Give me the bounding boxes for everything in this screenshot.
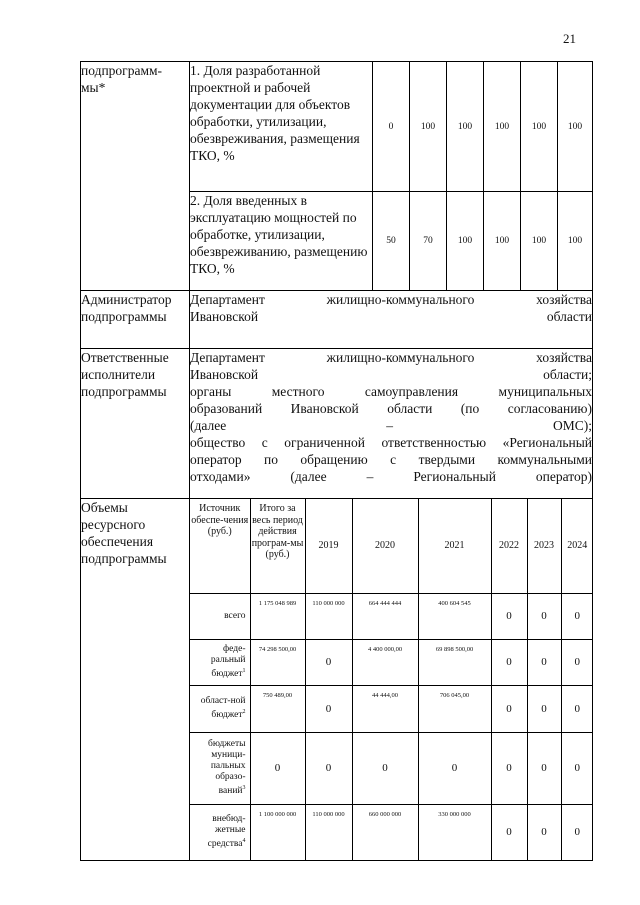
executors-line: Департамент жилищно-коммунального хозяйства xyxy=(190,350,592,365)
administrator-line: Департамент жилищно-коммунального хозяйства xyxy=(190,292,592,307)
executors-line: Ивановской области; xyxy=(190,367,592,382)
amount-year: 0 xyxy=(527,732,561,804)
amount-year: 0 xyxy=(305,685,352,732)
executors-line: образований Ивановской области (по согласованию) xyxy=(190,401,592,416)
executors-line: отходами» (далее – Региональный оператор) xyxy=(190,469,592,484)
amount-year: 0 xyxy=(491,804,527,860)
amount-year: 4 400 000,00 xyxy=(352,639,418,685)
indicator-value: 100 xyxy=(410,62,447,192)
indicator-value: 100 xyxy=(447,62,484,192)
indicator-value: 70 xyxy=(410,192,447,291)
funding-row-extrabudget xyxy=(190,804,593,860)
funding-row-municipal xyxy=(190,732,593,804)
header-year: 2023 xyxy=(527,499,561,593)
administrator-row xyxy=(81,291,593,349)
amount-year: 664 444 444 xyxy=(352,593,418,639)
funding-row-regional xyxy=(190,685,593,732)
amount-year: 0 xyxy=(561,804,593,860)
amount-year: 0 xyxy=(305,732,352,804)
amount-year: 0 xyxy=(491,732,527,804)
executors-line: (далее – ОМС); xyxy=(190,418,592,433)
amount-year: 44 444,00 xyxy=(352,685,418,732)
source-name xyxy=(190,593,250,639)
header-year: 2020 xyxy=(352,499,418,593)
amount-year: 0 xyxy=(352,732,418,804)
amount-year: 0 xyxy=(527,593,561,639)
source-name xyxy=(190,804,250,860)
amount-year: 0 xyxy=(561,732,593,804)
amount-year: 400 604 545 xyxy=(418,593,491,639)
header-year: 2024 xyxy=(561,499,593,593)
indicator-name: 2. Доля введенных в эксплуатацию мощностей по обработке, утилизации, обезвреживанию, размещению ТКО, % xyxy=(190,192,373,291)
source-name-text: внебюд-жетные средства xyxy=(207,814,246,850)
executors-value xyxy=(190,349,593,499)
amount-year: 0 xyxy=(305,639,352,685)
source-name-text: бюджеты муници-пальных образо-ваний xyxy=(208,738,246,797)
header-year: 2021 xyxy=(418,499,491,593)
executors-label: Ответственные исполнители подпрограммы xyxy=(81,349,190,499)
indicator-value: 100 xyxy=(447,192,484,291)
footnote-mark: 4 xyxy=(242,838,246,845)
amount-year: 0 xyxy=(418,732,491,804)
amount-year: 0 xyxy=(561,593,593,639)
amount-year: 706 045,00 xyxy=(418,685,491,732)
amount-total: 1 175 048 989 xyxy=(250,593,305,639)
footnote-mark: 3 xyxy=(242,784,246,791)
page-number: 21 xyxy=(563,31,576,46)
amount-year: 110 000 000 xyxy=(305,593,352,639)
amount-year: 0 xyxy=(527,685,561,732)
amount-year: 110 000 000 xyxy=(305,804,352,860)
amount-year: 330 000 000 xyxy=(418,804,491,860)
funding-label: Объемы ресурсного обеспечения подпрограммы xyxy=(81,499,190,861)
header-year: 2019 xyxy=(305,499,352,593)
indicator-name: 1. Доля разработанной проектной и рабочей документации для объектов обработки, утилизации, обезвреживания, размещения ТКО, % xyxy=(190,62,373,192)
executors-row xyxy=(81,349,593,499)
administrator-label: Администратор подпрограммы xyxy=(81,291,190,349)
funding-table xyxy=(190,499,593,860)
source-name-text: феде-ральный бюджет xyxy=(210,643,246,680)
amount-year: 69 898 500,00 xyxy=(418,639,491,685)
passport-table xyxy=(80,61,593,861)
funding-row-total xyxy=(190,593,593,639)
source-name xyxy=(190,685,250,732)
indicator-value: 100 xyxy=(521,192,558,291)
amount-year: 0 xyxy=(491,639,527,685)
indicator-value: 100 xyxy=(558,62,593,192)
administrator-line: Ивановской области xyxy=(190,309,592,324)
executors-line: общество с ограниченной ответственностью «Региональный xyxy=(190,435,592,450)
executors-line: оператор по обращению с твердыми коммунальными xyxy=(190,452,592,467)
header-source: Источник обеспе-чения (руб.) xyxy=(190,499,250,593)
funding-row-federal xyxy=(190,639,593,685)
amount-total: 750 489,00 xyxy=(250,685,305,732)
amount-year: 0 xyxy=(527,804,561,860)
indicator-value: 50 xyxy=(373,192,410,291)
funding-cell xyxy=(190,499,593,861)
footnote-mark: 1 xyxy=(242,667,246,674)
indicator-value: 0 xyxy=(373,62,410,192)
indicator-value: 100 xyxy=(484,192,521,291)
indicators-label: подпрограмм- мы* xyxy=(81,62,190,291)
amount-year: 0 xyxy=(561,639,593,685)
administrator-value xyxy=(190,291,593,349)
indicator-value: 100 xyxy=(521,62,558,192)
source-name xyxy=(190,732,250,804)
amount-year: 0 xyxy=(491,685,527,732)
header-year: 2022 xyxy=(491,499,527,593)
indicator-value: 100 xyxy=(484,62,521,192)
amount-total: 1 100 000 000 xyxy=(250,804,305,860)
source-name-text: всего xyxy=(224,610,246,621)
amount-total: 0 xyxy=(250,732,305,804)
amount-year: 660 000 000 xyxy=(352,804,418,860)
amount-year: 0 xyxy=(561,685,593,732)
header-total: Итого за весь период действия програм-мы (руб.) xyxy=(250,499,305,593)
amount-year: 0 xyxy=(491,593,527,639)
executors-line: органы местного самоуправления муниципальных xyxy=(190,384,592,399)
indicator-value: 100 xyxy=(558,192,593,291)
source-name xyxy=(190,639,250,685)
amount-total: 74 298 500,00 xyxy=(250,639,305,685)
funding-header-row xyxy=(190,499,593,593)
amount-year: 0 xyxy=(527,639,561,685)
indicator-row-1 xyxy=(81,62,593,192)
funding-row xyxy=(81,499,593,861)
footnote-mark: 2 xyxy=(242,708,246,715)
source-name-text: област-ной бюджет xyxy=(200,695,246,721)
